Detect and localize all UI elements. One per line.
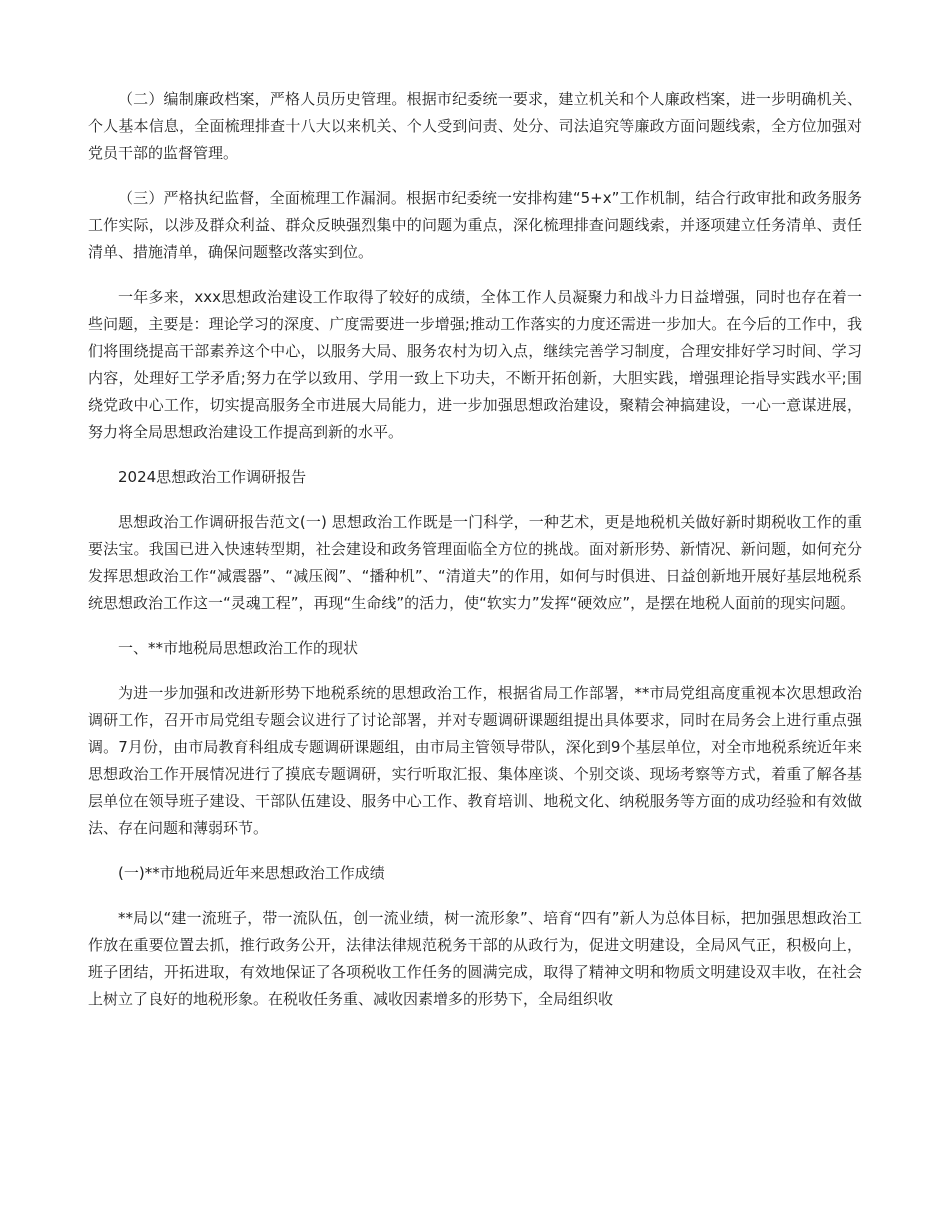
- paragraph-summary: 一年多来，xxx思想政治建设工作取得了较好的成绩，全体工作人员凝聚力和战斗力日益增强，同时也存在着一些问题，主要是：理论学习的深度、广度需要进一步增强;推动工作落实的力度还需进一步加大。在今后的工作中，我们将围绕提高干部素养这个中心，以服务大局、服务农村为切入点，继续完善学习制度，合理安排好学习时间、学习内容，处理好工学矛盾;努力在学以致用、学用一致上下功夫，不断开拓创新，大胆实践，增强理论指导实践水平;围绕党政中心工作，切实提高服务全市进展大局能力，进一步加强思想政治建设，聚精会神搞建设，一心一意谋进展，努力将全局思想政治建设工作提高到新的水平。: [88, 288, 862, 441]
- paragraph-achievements: **局以“建一流班子，带一流队伍，创一流业绩，树一流形象”、培育“四有”新人为总体目标，把加强思想政治工作放在重要位置去抓，推行政务公开，法律法律规范税务干部的从政行为，促进文明建设，全局风气正，积极向上，班子团结，开拓进取，有效地保证了各项税收工作任务的圆满完成，取得了精神文明和物质文明建设双丰收，在社会上树立了良好的地税形象。在税收任务重、减收因素增多的形势下，全局组织收: [88, 909, 862, 1008]
- paragraph-research-process: 为进一步加强和改进新形势下地税系统的思想政治工作，根据省局工作部署，**市局党组高度重视本次思想政治调研工作，召开市局党组专题会议进行了讨论部署，并对专题调研课题组提出具体要求，同时在局务会上进行重点强调。7月份，由市局教育科组成专题调研课题组，由市局主管领导带队，深化到9个基层单位，对全市地税系统近年来思想政治工作开展情况进行了摸底专题调研，实行听取汇报、集体座谈、个别交谈、现场考察等方式，着重了解各基层单位在领导班子建设、干部队伍建设、服务中心工作、教育培训、地税文化、纳税服务等方面的成功经验和有效做法、存在问题和薄弱环节。: [88, 684, 862, 837]
- subsection-heading-achievements: (一)**市地税局近年来思想政治工作成绩: [118, 864, 385, 882]
- section-heading-status: 一、**市地税局思想政治工作的现状: [118, 639, 359, 657]
- paragraph-intro: 思想政治工作调研报告范文(一) 思想政治工作既是一门科学，一种艺术，更是地税机关做好新时期税收工作的重要法宝。我国已进入快速转型期，社会建设和政务管理面临全方位的挑战。面对新形势、新情况、新问题，如何充分发挥思想政治工作“减震器”、“减压阀”、“播种机”、“清道夫”的作用，如何与时俱进、日益创新地开展好基层地税系统思想政治工作这一“灵魂工程”，再现“生命线”的活力，使“软实力”发挥“硬效应”，是摆在地税人面前的现实问题。: [88, 513, 862, 612]
- paragraph-discipline-supervision: （三）严格执纪监督，全面梳理工作漏洞。根据市纪委统一安排构建“5+x”工作机制，结合行政审批和政务服务工作实际，以涉及群众利益、群众反映强烈集中的问题为重点，深化梳理排查问题线索，并逐项建立任务清单、责任清单、措施清单，确保问题整改落实到位。: [88, 189, 862, 261]
- report-title: 2024思想政治工作调研报告: [118, 468, 307, 486]
- document-body: [88, 86, 862, 1031]
- paragraph-lianzheng-archives: （二）编制廉政档案，严格人员历史管理。根据市纪委统一要求，建立机关和个人廉政档案，进一步明确机关、个人基本信息，全面梳理排查十八大以来机关、个人受到问责、处分、司法追究等廉政方面问题线索，全方位加强对党员干部的监督管理。: [88, 90, 862, 162]
